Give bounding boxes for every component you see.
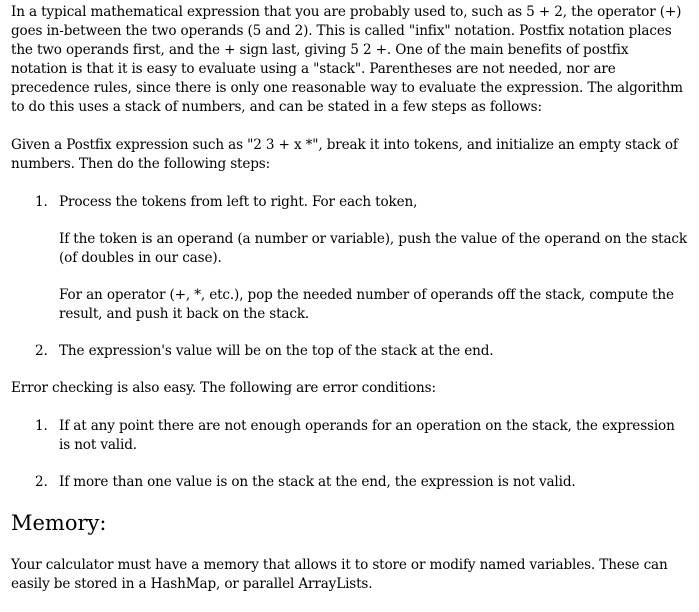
error-text: If more than one value is on the stack at the end, the expression is not valid. <box>59 474 576 490</box>
step-number: 2. <box>35 343 48 359</box>
error-conditions-list <box>11 417 687 492</box>
algorithm-step <box>11 342 687 361</box>
error-number: 2. <box>35 474 48 490</box>
algorithm-steps-list <box>11 193 687 361</box>
given-paragraph: Given a Postfix expression such as "2 3 + x *", break it into tokens, and initialize an empty stack of numbers. Then do the following steps: <box>11 137 678 172</box>
step-text: Process the tokens from left to right. For each token, <box>59 194 418 210</box>
intro-paragraph: In a typical mathematical expression that you are probably used to, such as 5 + 2, the operator (+) goes in-between the two operands (5 and 2). This is called "infix" notation. Postfix notation places the two operands first, and the + sign last, giving 5 2 +. One of the main benefits of postfix notation is that it is easy to evaluate using a "stack". Parentheses are not needed, nor are precedence rules, since there is only one reasonable way to evaluate the expression. The algorithm to do this uses a stack of numbers, and can be stated in a few steps as follows: <box>11 4 683 115</box>
step-subparagraph-operand: If the token is an operand (a number or variable), push the value of the operand on the stack (of doubles in our case). <box>59 231 687 266</box>
error-condition <box>11 417 687 455</box>
algorithm-step <box>11 193 687 324</box>
document-page <box>11 3 687 594</box>
step-subparagraph-operator: For an operator (+, *, etc.), pop the needed number of operands off the stack, compute the result, and push it back on the stack. <box>59 287 674 322</box>
step-text: The expression's value will be on the top of the stack at the end. <box>59 343 494 359</box>
memory-heading: Memory: <box>11 511 107 535</box>
step-number: 1. <box>35 194 48 210</box>
memory-paragraph: Your calculator must have a memory that allows it to store or modify named variables. These can easily be stored in a HashMap, or parallel ArrayLists. <box>11 557 668 592</box>
error-text: If at any point there are not enough operands for an operation on the stack, the expression is not valid. <box>59 418 675 453</box>
error-condition <box>11 473 687 492</box>
error-intro-paragraph: Error checking is also easy. The following are error conditions: <box>11 380 436 396</box>
error-number: 1. <box>35 418 48 434</box>
